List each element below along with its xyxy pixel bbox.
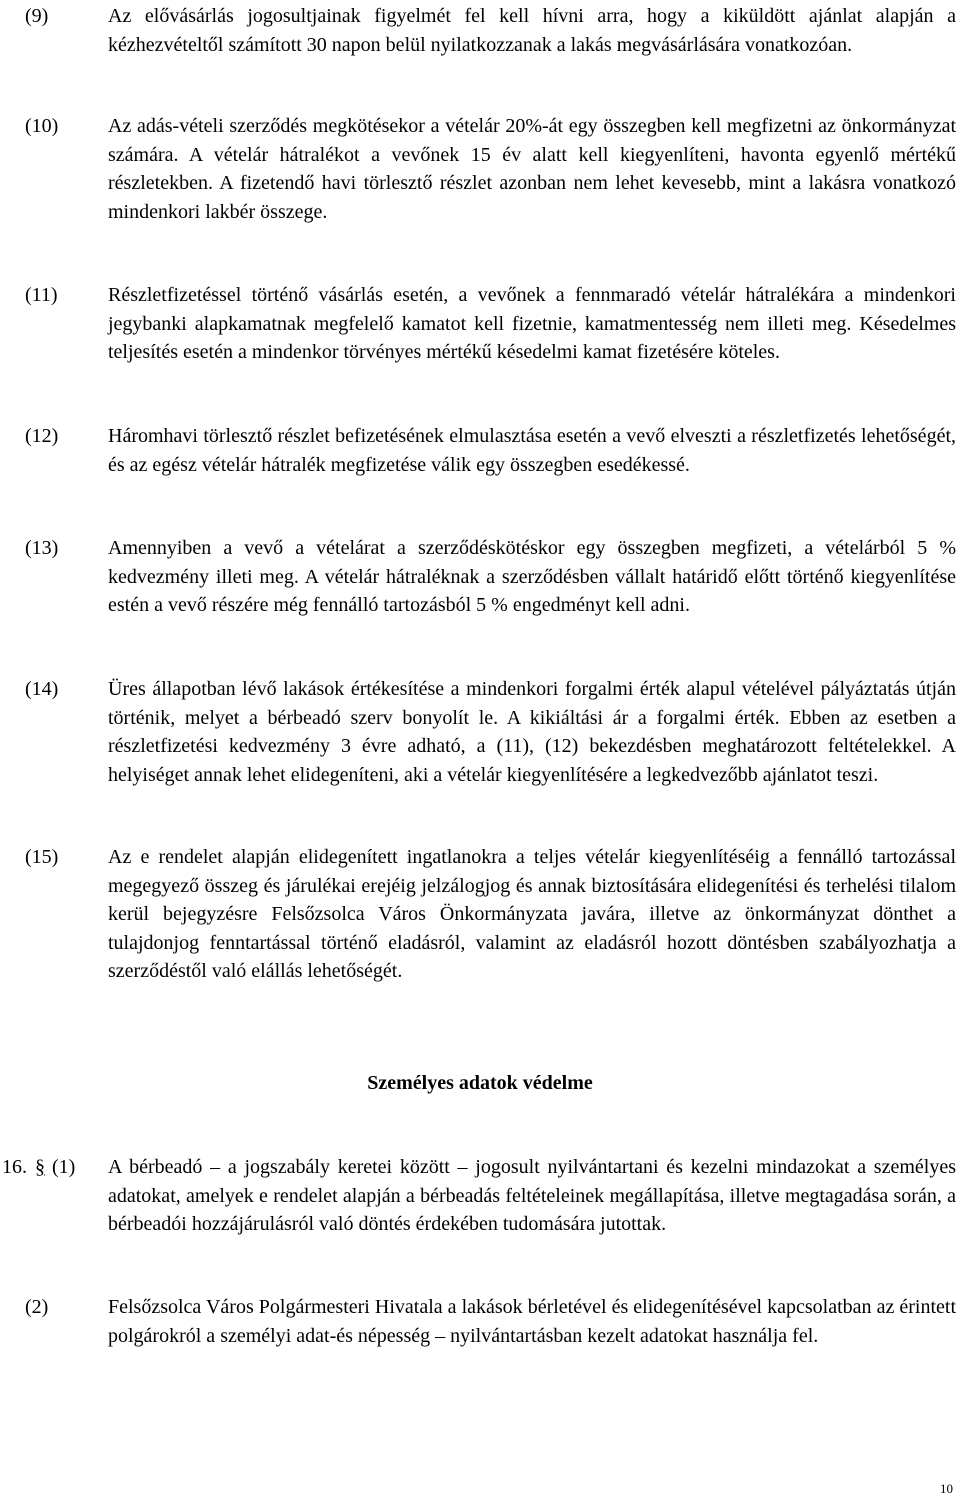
paragraph-text: Felsőzsolca Város Polgármesteri Hivatala a lakások bérletével és elidegenítésével kapcsolatban az érintett polgárokról a személyi adat-és népesség – nyilvántartásban kezelt adatokat használja fel. [108,1296,956,1347]
paragraph-text: Üres állapotban lévő lakások értékesítése a mindenkori forgalmi érték alapul vételével pályáztatás útján történik, melyet a bérbeadó szerv bonyolít le. A kikiáltási ár a forgalmi érték. Ebben az esetben a részletfizetési kedvezmény 3 évre adható, a (11), (12) bekezdésben meghatározott feltételekkel. A helyiséget annak lehet elidegeníteni, aki a vételár kiegyenlítésére a legkedvezőbb ajánlatot teszi. [108,678,956,786]
paragraph-number: (10) [25,115,59,137]
paragraph-11 [0,281,956,367]
paragraph-text: Részletfizetéssel történő vásárlás esetén, a vevőnek a fennmaradó vételár hátralékára a mindenkori jegybanki alapkamatnak megfelelő kamatot kell fizetnie, kamatmentesség nem illeti meg. Késedelmes teljesítés esetén a mindenkor törvényes mértékű késedelmi kamat fizetésére köteles. [108,284,956,363]
paragraph-9 [0,2,956,59]
paragraph-text: Az adás-vételi szerződés megkötésekor a vételár 20%-át egy összegben kell megfizetni az önkormányzat számára. A vételár hátralékot a vevőnek 15 év alatt kell kiegyenlíteni, havonta egyenlő mértékű részletekben. A fizetendő havi törlesztő részlet azonban nem lehet kevesebb, mint a lakásra vonatkozó mindenkori lakbér összege. [108,115,956,223]
subsection-number: (1) [52,1156,76,1178]
section-16-paragraph-1 [0,1153,956,1239]
paragraph-text: Az elővásárlás jogosultjainak figyelmét fel kell hívni arra, hogy a kiküldött ajánlat alapján a kézhezvételtől számított 30 napon belül nyilatkozzanak a lakás megvásárlására vonatkozóan. [108,5,956,56]
paragraph-14 [0,675,956,789]
paragraph-10 [0,112,956,226]
paragraph-number: (14) [25,678,59,700]
paragraph-number: (13) [25,537,59,559]
paragraph-number: (15) [25,846,59,868]
section-number: 16. [2,1156,27,1178]
paragraph-text: Az e rendelet alapján elidegenített ingatlanokra a teljes vételár kiegyenlítéséig a fennálló tartozással megegyező összeg és járulékai erejéig jelzálogjog és annak biztosítására elidegenítési és terhelési tilalom kerül bejegyzésre Felsőzsolca Város Önkormányzata javára, illetve az önkormányzat dönthet a tulajdonjog fenntartással történő eladásról, valamint az eladásról hozott döntésben szabályozhatja a szerződéstől való elállás lehetőségét. [108,846,956,982]
page-number: 10 [940,1481,953,1496]
paragraph-text: Háromhavi törlesztő részlet befizetésének elmulasztása esetén a vevő elveszti a részletfizetés lehetőségét, és az egész vételár hátralék megfizetése válik egy összegben esedékessé. [108,425,956,476]
paragraph-number: (11) [25,284,58,306]
paragraph-number: (2) [25,1296,49,1318]
paragraph-number: (9) [25,5,49,27]
paragraph-13 [0,534,956,620]
section-mark: § [35,1156,45,1178]
paragraph-15 [0,843,956,986]
section-16-paragraph-2 [0,1293,956,1350]
paragraph-text: A bérbeadó – a jogszabály keretei között – jogosult nyilvántartani és kezelni mindazokat a személyes adatokat, amelyek e rendelet alapján a bérbeadás feltételeinek megállapítása, illetve megtagadása során, a bérbeadói hozzájárulásról való döntés érdekében tudomására jutottak. [108,1156,956,1235]
paragraph-12 [0,422,956,479]
paragraph-text: Amennyiben a vevő a vételárat a szerződéskötéskor egy összegben megfizeti, a vételárból 5 % kedvezmény illeti meg. A vételár hátraléknak a szerződésben vállalt határidő előtt történő kiegyenlítése estén a vevő részére még fennálló tartozásból 5 % engedményt kell adni. [108,537,956,616]
section-heading: Személyes adatok védelme [367,1072,593,1094]
paragraph-number: (12) [25,425,59,447]
